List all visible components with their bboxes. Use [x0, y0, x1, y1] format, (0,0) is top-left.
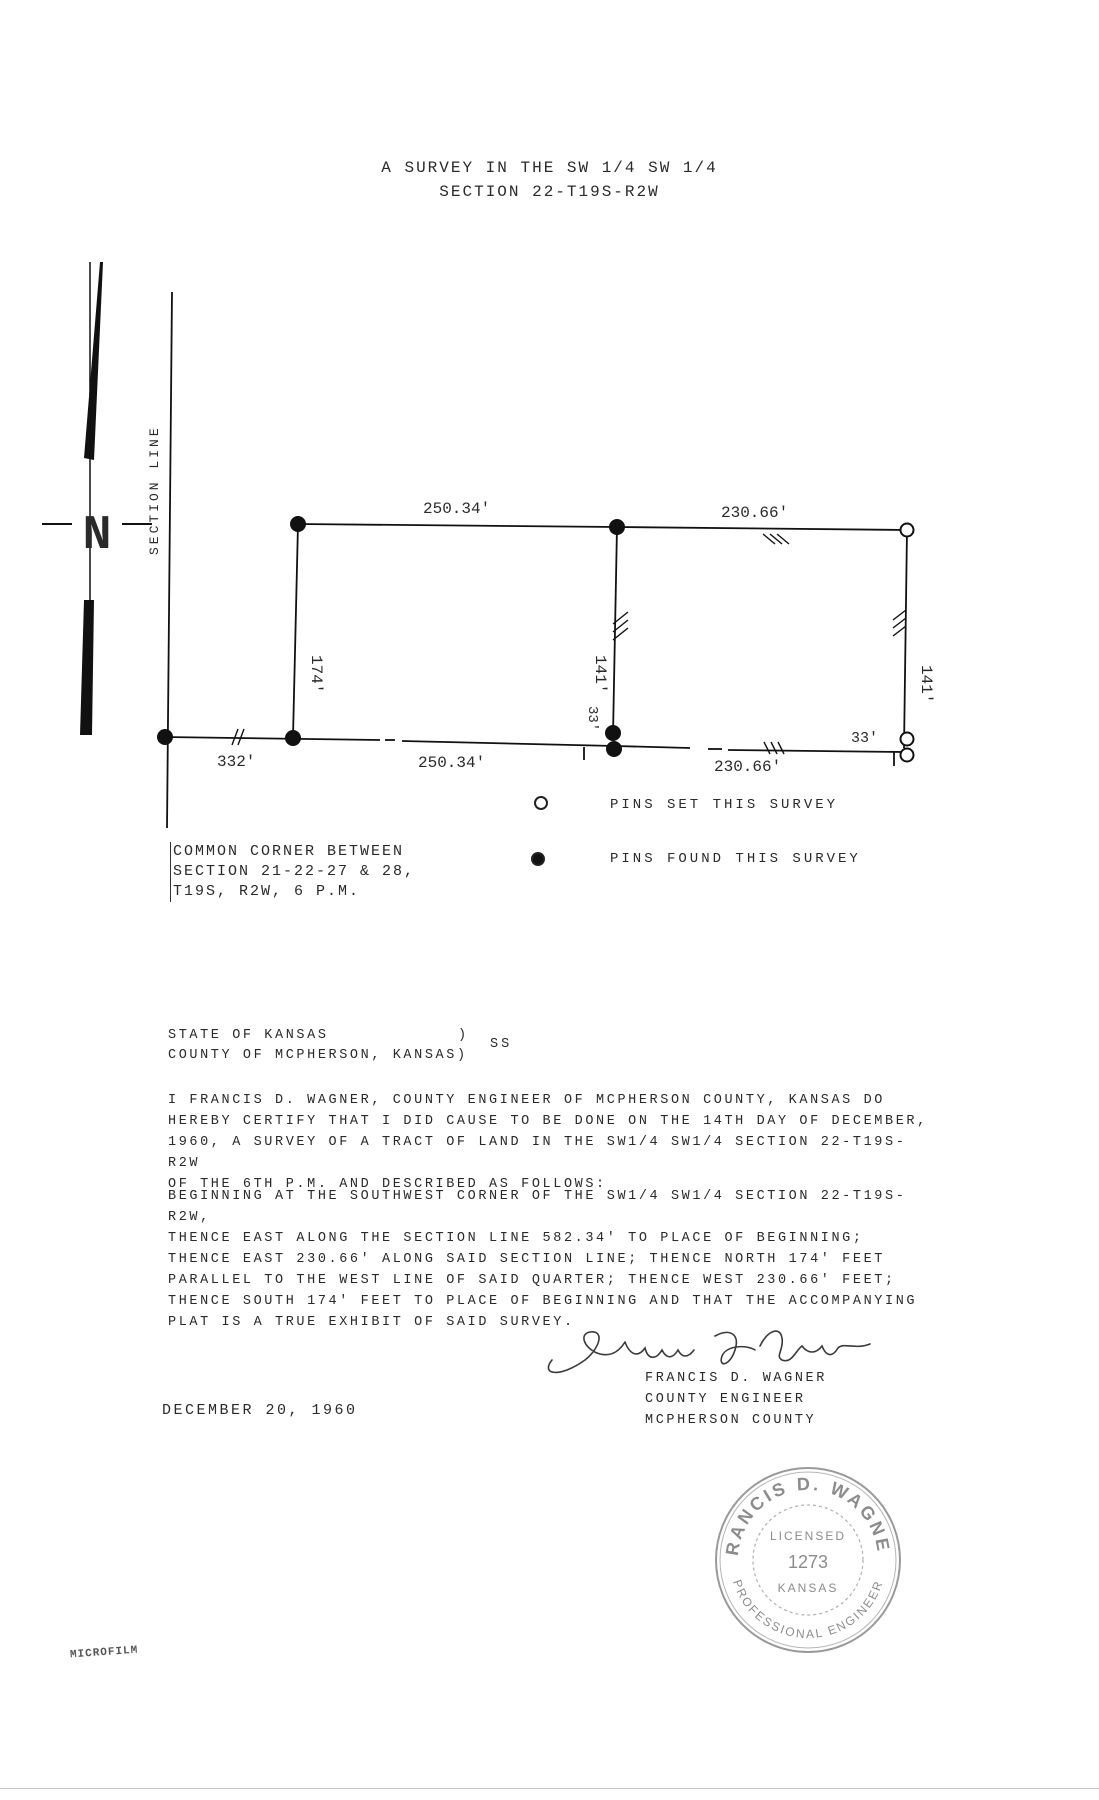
venue-state-row	[168, 1025, 928, 1052]
section-south-line-east-2	[728, 750, 904, 752]
venue-county-row	[168, 1045, 928, 1065]
certification-line-3: 1960, A SURVEY OF A TRACT OF LAND IN THE SW1/4 SW1/4 SECTION 22-T19S-R2W	[168, 1135, 907, 1171]
description-line-6: PLAT IS A TRUE EXHIBIT OF SAID SURVEY.	[168, 1315, 575, 1330]
pins-found	[157, 516, 625, 757]
legend-pin-set-icon	[534, 796, 548, 810]
certification-line-4: OF THE 6TH P.M. AND DESCRIBED AS FOLLOWS:	[168, 1177, 607, 1192]
survey-title-line-1: A SURVEY IN THE SW 1/4 SW 1/4	[381, 159, 718, 177]
pin-set-se	[901, 733, 914, 746]
dim-offset-right: 33'	[851, 730, 879, 747]
microfilm-stamp: MICROFILM	[69, 1644, 139, 1662]
seal-icon	[708, 1460, 908, 1660]
section-line-label: SECTION LINE	[147, 425, 162, 555]
document-date: DECEMBER 20, 1960	[162, 1402, 358, 1419]
legend-pins-found: PINS FOUND THIS SURVEY	[610, 851, 861, 867]
dim-west-side: 174'	[307, 655, 325, 694]
description-line-4: PARALLEL TO THE WEST LINE OF SAID QUARTER; THENCE WEST 230.66' FEET;	[168, 1273, 896, 1288]
corner-note-line-2: SECTION 21-22-27 & 28,	[173, 863, 416, 880]
dim-south-west: 250.34'	[418, 754, 486, 772]
svg-text:PROFESSIONAL ENGINEER: PROFESSIONAL ENGINEER	[730, 1577, 886, 1642]
description-line-2: THENCE EAST ALONG THE SECTION LINE 582.34' TO PLACE OF BEGINNING;	[168, 1231, 864, 1246]
description-line-5: THENCE SOUTH 174' FEET TO PLACE OF BEGINNING AND THAT THE ACCOMPANYING	[168, 1294, 918, 1309]
north-arrow-label: N	[82, 509, 112, 563]
common-corner-note	[170, 842, 415, 902]
pin-found-sw	[285, 730, 301, 746]
hatch-marks	[232, 534, 906, 754]
legend-pins-set: PINS SET THIS SURVEY	[610, 797, 839, 813]
section-south-line-east	[615, 746, 690, 748]
svg-text:FRANCIS D. WAGNER: RANCIS D. WAGNE	[721, 1473, 894, 1557]
certification-block	[168, 1090, 928, 1195]
pin-set-section	[901, 749, 914, 762]
venue-brace-top: )	[458, 1028, 469, 1043]
venue-ss: SS	[490, 1037, 513, 1052]
tract-north-boundary-east	[617, 527, 907, 530]
north-arrow-upper-icon	[84, 262, 103, 460]
dim-north-west: 250.34'	[423, 500, 491, 518]
certification-line-2: HEREBY CERTIFY THAT I DID CAUSE TO BE DONE ON THE 14TH DAY OF DECEMBER,	[168, 1114, 928, 1129]
dim-east-side: 141'	[917, 665, 935, 704]
tract-east-boundary	[904, 530, 907, 748]
venue-brace-bottom: )	[456, 1048, 468, 1063]
engineer-seal	[708, 1460, 908, 1665]
svg-text:KANSAS: KANSAS	[777, 1581, 839, 1595]
north-arrow-lower-icon	[80, 600, 94, 735]
svg-text:1273: 1273	[787, 1552, 829, 1572]
venue-block	[168, 1025, 928, 1065]
pin-found-nw	[290, 516, 306, 532]
engineer-block	[645, 1368, 827, 1431]
svg-text:LICENSED: LICENSED	[769, 1529, 847, 1543]
section-south-line-middle	[402, 741, 615, 746]
pin-set-ne	[901, 524, 914, 537]
dim-north-east: 230.66'	[721, 504, 789, 522]
dim-middle-side: 141'	[591, 655, 609, 694]
tract-west-boundary	[293, 524, 617, 737]
pin-found-north-middle	[609, 519, 625, 535]
venue-state: STATE OF KANSAS	[168, 1028, 329, 1043]
dim-offset-left: 332'	[217, 753, 256, 771]
engineer-name: FRANCIS D. WAGNER	[645, 1371, 827, 1386]
corner-note-line-1: COMMON CORNER BETWEEN	[173, 843, 405, 860]
survey-title-line-2: SECTION 22-T19S-R2W	[439, 183, 660, 201]
corner-note-line-3: T19S, R2W, 6 P.M.	[173, 883, 361, 900]
venue-county: COUNTY OF MCPHERSON, KANSAS	[168, 1048, 457, 1063]
north-arrow	[42, 262, 152, 735]
legend-pin-found-icon	[531, 852, 545, 866]
section-line	[167, 292, 172, 828]
engineer-county: MCPHERSON COUNTY	[645, 1413, 817, 1428]
certification-line-1: I FRANCIS D. WAGNER, COUNTY ENGINEER OF MCPHERSON COUNTY, KANSAS DO	[168, 1093, 885, 1108]
bottom-edge-line	[0, 1788, 1099, 1789]
description-line-1: BEGINNING AT THE SOUTHWEST CORNER OF THE SW1/4 SW1/4 SECTION 22-T19S-R2W,	[168, 1189, 907, 1225]
pin-found-section-middle	[606, 741, 622, 757]
description-line-3: THENCE EAST 230.66' ALONG SAID SECTION LINE; THENCE NORTH 174' FEET	[168, 1252, 885, 1267]
section-south-line-west	[164, 737, 380, 740]
dim-south-east: 230.66'	[714, 758, 782, 776]
pin-found-south-middle	[605, 725, 621, 741]
engineer-title: COUNTY ENGINEER	[645, 1392, 806, 1407]
pin-found-section-corner	[157, 729, 173, 745]
legal-description-block	[168, 1186, 928, 1333]
dim-offset-middle: 33'	[584, 706, 600, 732]
